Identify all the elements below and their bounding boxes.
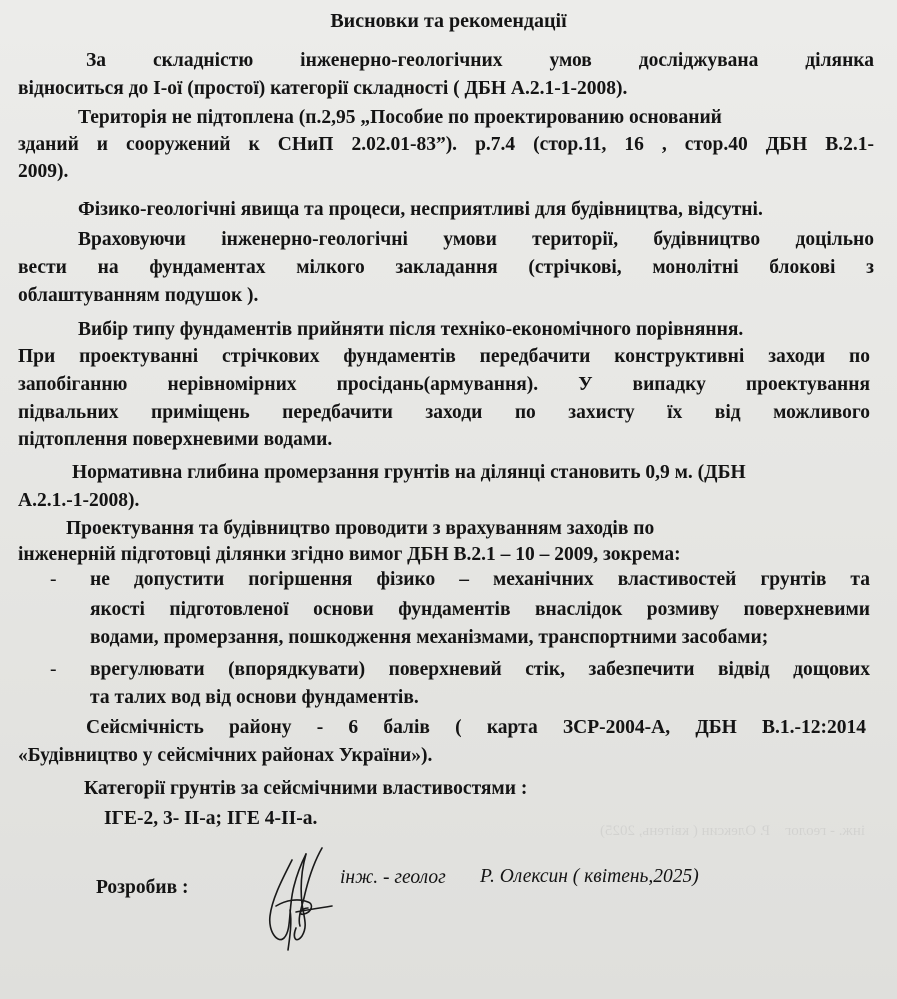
list-bullet-1: - <box>50 569 57 590</box>
list-item1-line2: якості підготовленої основи фундаментів внаслідок розмиву поверхневими <box>90 599 870 620</box>
document-title: Висновки та рекомендації <box>330 10 567 32</box>
para9-line2: ІГЕ-2, 3- ІІ-а; ІГЕ 4-ІІ-а. <box>104 808 318 829</box>
list-item2-line2: та талих вод від основи фундаментів. <box>90 687 419 708</box>
para8-line1: Сейсмічність району - 6 балів ( карта ЗСР-2004-А, ДБН В.1.-12:2014 <box>86 717 866 738</box>
para1-line1: За складністю інженерно-геологічних умов досліджувана ділянка <box>86 50 874 71</box>
para5-line5: підтоплення поверхневими водами. <box>18 429 333 450</box>
para4-line2: вести на фундаментах мілкого закладання (стрічкові, монолітні блокові з <box>18 257 874 278</box>
para6-line2: А.2.1.-1-2008). <box>18 490 140 511</box>
list-item1-line1: не допустити погіршення фізико – механічних властивостей грунтів та <box>90 569 870 590</box>
para3-line1: Фізико-геологічні явища та процеси, несприятливі для будівництва, відсутні. <box>78 199 763 220</box>
developed-by-label: Розробив : <box>96 877 189 898</box>
para1-line2: відноситься до І-ої (простої) категорії складності ( ДБН А.2.1-1-2008). <box>18 78 628 99</box>
list-bullet-2: - <box>50 659 57 680</box>
para8-line2: «Будівництво у сейсмічних районах України»). <box>18 745 433 766</box>
para2-line3: 2009). <box>18 161 69 182</box>
engineer-position: інж. - геолог <box>340 867 446 888</box>
para5-line3: запобіганню нерівномірних просідань(армування). У випадку проектування <box>18 374 870 395</box>
list-item1-line3: водами, промерзання, пошкодження механізмами, транспортними засобами; <box>90 627 769 648</box>
list-item2-line1: врегулювати (впорядкувати) поверхневий стік, забезпечити відвід дощових <box>90 659 870 680</box>
para5-line1: Вибір типу фундаментів прийняти після техніко-економічного порівняння. <box>78 319 744 340</box>
para9-line1: Категорії грунтів за сейсмічними властивостями : <box>84 778 528 799</box>
para6-line1: Нормативна глибина промерзання грунтів на ділянці становить 0,9 м. (ДБН <box>72 462 746 483</box>
para5-line4: підвальних приміщень передбачити заходи по захисту їх від можливого <box>18 402 870 423</box>
para7-line2: інженерній підготовці ділянки згідно вимог ДБН В.2.1 – 10 – 2009, зокрема: <box>18 544 681 565</box>
signer-name-date: Р. Олексин ( квітень,2025) <box>480 866 699 887</box>
bleed-through-text: інж. - геолог Р. Олексин ( квітень, 2025) <box>599 823 865 839</box>
signature-image <box>262 846 334 958</box>
para4-line1: Враховуючи інженерно-геологічні умови території, будівництво доцільно <box>78 229 874 250</box>
para2-line2: зданий и сооружений к СНиП 2.02.01-83”). р.7.4 (стор.11, 16 , стор.40 ДБН В.2.1- <box>18 134 874 155</box>
para4-line3: облаштуванням подушок ). <box>18 285 259 306</box>
para2-line1: Територія не підтоплена (п.2,95 „Пособие по проектированию оснований <box>78 107 722 128</box>
para5-line2: При проектуванні стрічкових фундаментів передбачити конструктивні заходи по <box>18 346 870 367</box>
para7-line1: Проектування та будівництво проводити з врахуванням заходів по <box>66 518 655 539</box>
